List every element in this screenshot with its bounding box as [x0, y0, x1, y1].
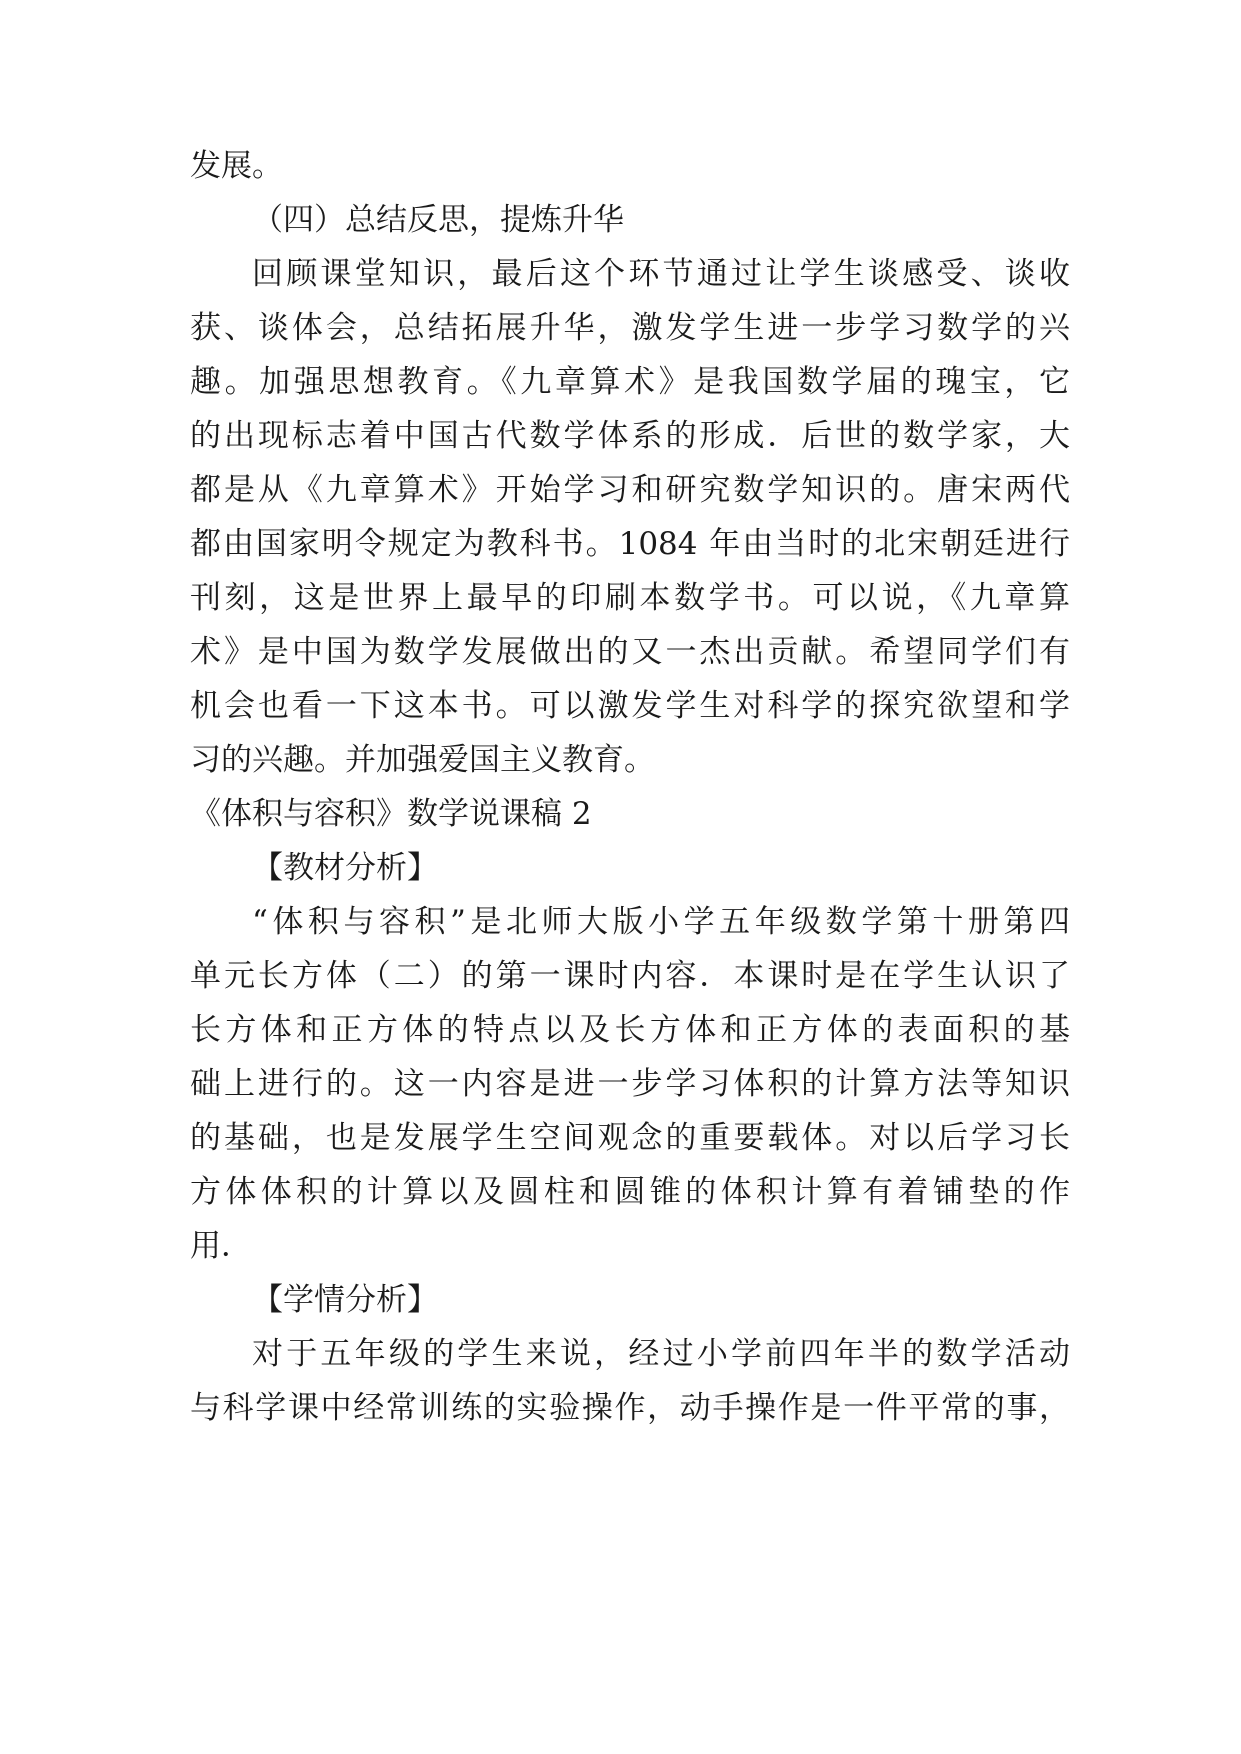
paragraph-line: 术》是中国为数学发展做出的又一杰出贡献。希望同学们有 — [190, 634, 1070, 670]
paragraph-line: 获、谈体会，总结拓展升华，激发学生进一步学习数学的兴 — [190, 310, 1070, 346]
paragraph-line: 发展。 — [190, 148, 283, 184]
paragraph-line: 单元长方体（二）的第一课时内容．本课时是在学生认识了 — [190, 958, 1070, 994]
section-heading: 【学情分析】 — [252, 1282, 438, 1318]
paragraph-line: 习的兴趣。并加强爱国主义教育。 — [190, 742, 655, 778]
paragraph-line: 都是从《九章算术》开始学习和研究数学知识的。唐宋两代 — [190, 472, 1070, 508]
paragraph-line: 趣。加强思想教育。《九章算术》是我国数学届的瑰宝，它 — [190, 364, 1070, 400]
paragraph-line: 对于五年级的学生来说，经过小学前四年半的数学活动 — [252, 1336, 1070, 1372]
paragraph-line: 础上进行的。这一内容是进一步学习体积的计算方法等知识 — [190, 1066, 1070, 1102]
paragraph-line: 与科学课中经常训练的实验操作，动手操作是一件平常的事， — [190, 1390, 1070, 1426]
paragraph-line: 都由国家明令规定为教科书。1084 年由当时的北宋朝廷进行 — [190, 526, 1070, 562]
paragraph-line: 回顾课堂知识，最后这个环节通过让学生谈感受、谈收 — [252, 256, 1070, 292]
paragraph-line: 方体体积的计算以及圆柱和圆锥的体积计算有着铺垫的作 — [190, 1174, 1070, 1210]
paragraph-line: 的基础，也是发展学生空间观念的重要载体。对以后学习长 — [190, 1120, 1070, 1156]
section-heading: （四）总结反思，提炼升华 — [252, 202, 624, 238]
paragraph-line: 长方体和正方体的特点以及长方体和正方体的表面积的基 — [190, 1012, 1070, 1048]
section-heading: 【教材分析】 — [252, 850, 438, 886]
paragraph-line: 的出现标志着中国古代数学体系的形成．后世的数学家，大 — [190, 418, 1070, 454]
paragraph-line: 机会也看一下这本书。可以激发学生对科学的探究欲望和学 — [190, 688, 1070, 724]
paragraph-line: “体积与容积”是北师大版小学五年级数学第十册第四 — [252, 904, 1070, 940]
paragraph-line: 刊刻，这是世界上最早的印刷本数学书。可以说，《九章算 — [190, 580, 1070, 616]
document-title: 《体积与容积》数学说课稿 2 — [190, 796, 592, 832]
paragraph-line: 用． — [190, 1228, 252, 1264]
